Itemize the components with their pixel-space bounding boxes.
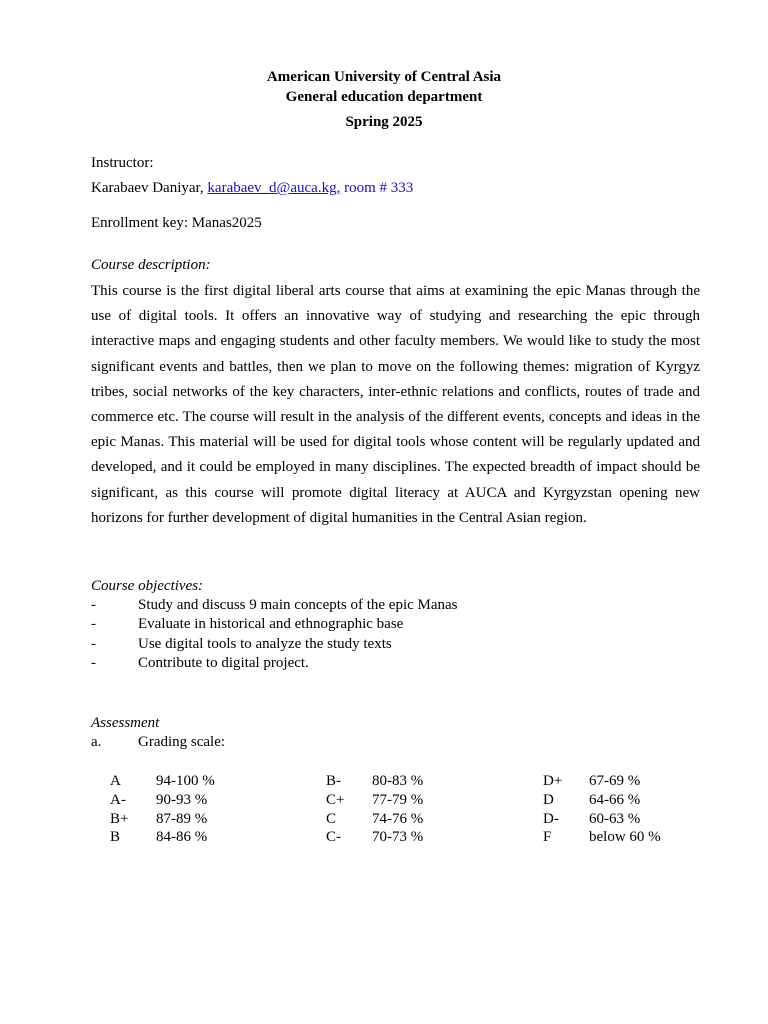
grade-range: 94-100 % (156, 773, 215, 789)
list-item (91, 635, 700, 654)
term-title: Spring 2025 (345, 114, 423, 130)
grade-letter: D- (543, 811, 559, 827)
list-bullet: - (91, 654, 96, 671)
list-item (91, 654, 700, 673)
list-item-text: Study and discuss 9 main concepts of the epic Manas (138, 597, 458, 613)
grade-letter: B- (326, 773, 341, 789)
grading-scale-label: Grading scale: (138, 734, 226, 750)
grade-range: 90-93 % (156, 792, 208, 808)
course-description-paragraph: This course is the first digital liberal arts course that aims at examining the epic Manas through the use of digital tools. It offers an innovative way of studying and researching the epic through interactive maps and engaging students and other faculty members. We would like to study the most significant events and battles, then we plan to move on the following themes: migration of Kyrgyz tribes, social networks of the key characters, inter-ethnic relations and conflicts, routes of trade and commerce etc. The course will result in the analysis of the different events, concepts and ideas in the epic Manas. This material will be used for digital tools whose content will be regularly updated and developed, and it could be employed in many disciplines. The expected breadth of impact should be significant, as this course will promote digital literacy at AUCA and Kyrgyzstan opening new horizons for further development of digital humanities in the Central Asian region. (91, 283, 700, 526)
grade-range: 70-73 % (372, 829, 424, 845)
grade-letter: C (326, 811, 337, 827)
grade-letter: F (543, 829, 552, 845)
grade-letter: C+ (326, 792, 345, 808)
assessment-heading: Assessment (91, 715, 160, 731)
list-bullet: - (91, 616, 96, 633)
grade-letter: D (543, 792, 554, 808)
course-objectives-heading: Course objectives: (91, 578, 204, 594)
grade-range: 67-69 % (589, 773, 641, 789)
grade-range: 60-63 % (589, 811, 641, 827)
department-title: General education department (285, 89, 483, 105)
grade-range: 87-89 % (156, 811, 208, 827)
grade-letter: D+ (543, 773, 563, 789)
grade-range: 84-86 % (156, 829, 208, 845)
course-description-body (91, 279, 700, 531)
instructor-name: Karabaev Daniyar, (91, 180, 204, 196)
instructor-room: room # 333 (344, 180, 414, 196)
instructor-email-link[interactable]: karabaev_d@auca.kg, (207, 180, 341, 196)
list-item-text: Contribute to digital project. (138, 654, 309, 671)
grade-letter: B+ (110, 811, 129, 827)
list-item (91, 615, 700, 634)
grading-scale-line (91, 733, 226, 751)
grade-range: 77-79 % (372, 792, 424, 808)
list-bullet: - (91, 597, 96, 613)
university-title: American University of Central Asia (266, 69, 502, 85)
grading-scale-marker: a. (91, 734, 102, 750)
list-item (91, 596, 700, 615)
list-bullet: - (91, 635, 96, 652)
grade-range: 74-76 % (372, 811, 424, 827)
grade-range: 64-66 % (589, 792, 641, 808)
course-objectives-list (91, 596, 700, 673)
instructor-label: Instructor: (91, 155, 154, 171)
grade-letter: C- (326, 829, 341, 845)
instructor-line (91, 179, 413, 197)
grade-range: 80-83 % (372, 773, 424, 789)
list-item-text: Evaluate in historical and ethnographic base (138, 616, 404, 633)
grade-letter: A (110, 773, 121, 789)
list-item-text: Use digital tools to analyze the study texts (138, 635, 392, 652)
grade-letter: A- (110, 792, 126, 808)
grade-range: below 60 % (589, 829, 661, 845)
course-description-heading: Course description: (91, 257, 211, 273)
enrollment-key: Enrollment key: Manas2025 (91, 215, 262, 231)
grade-letter: B (110, 829, 121, 845)
